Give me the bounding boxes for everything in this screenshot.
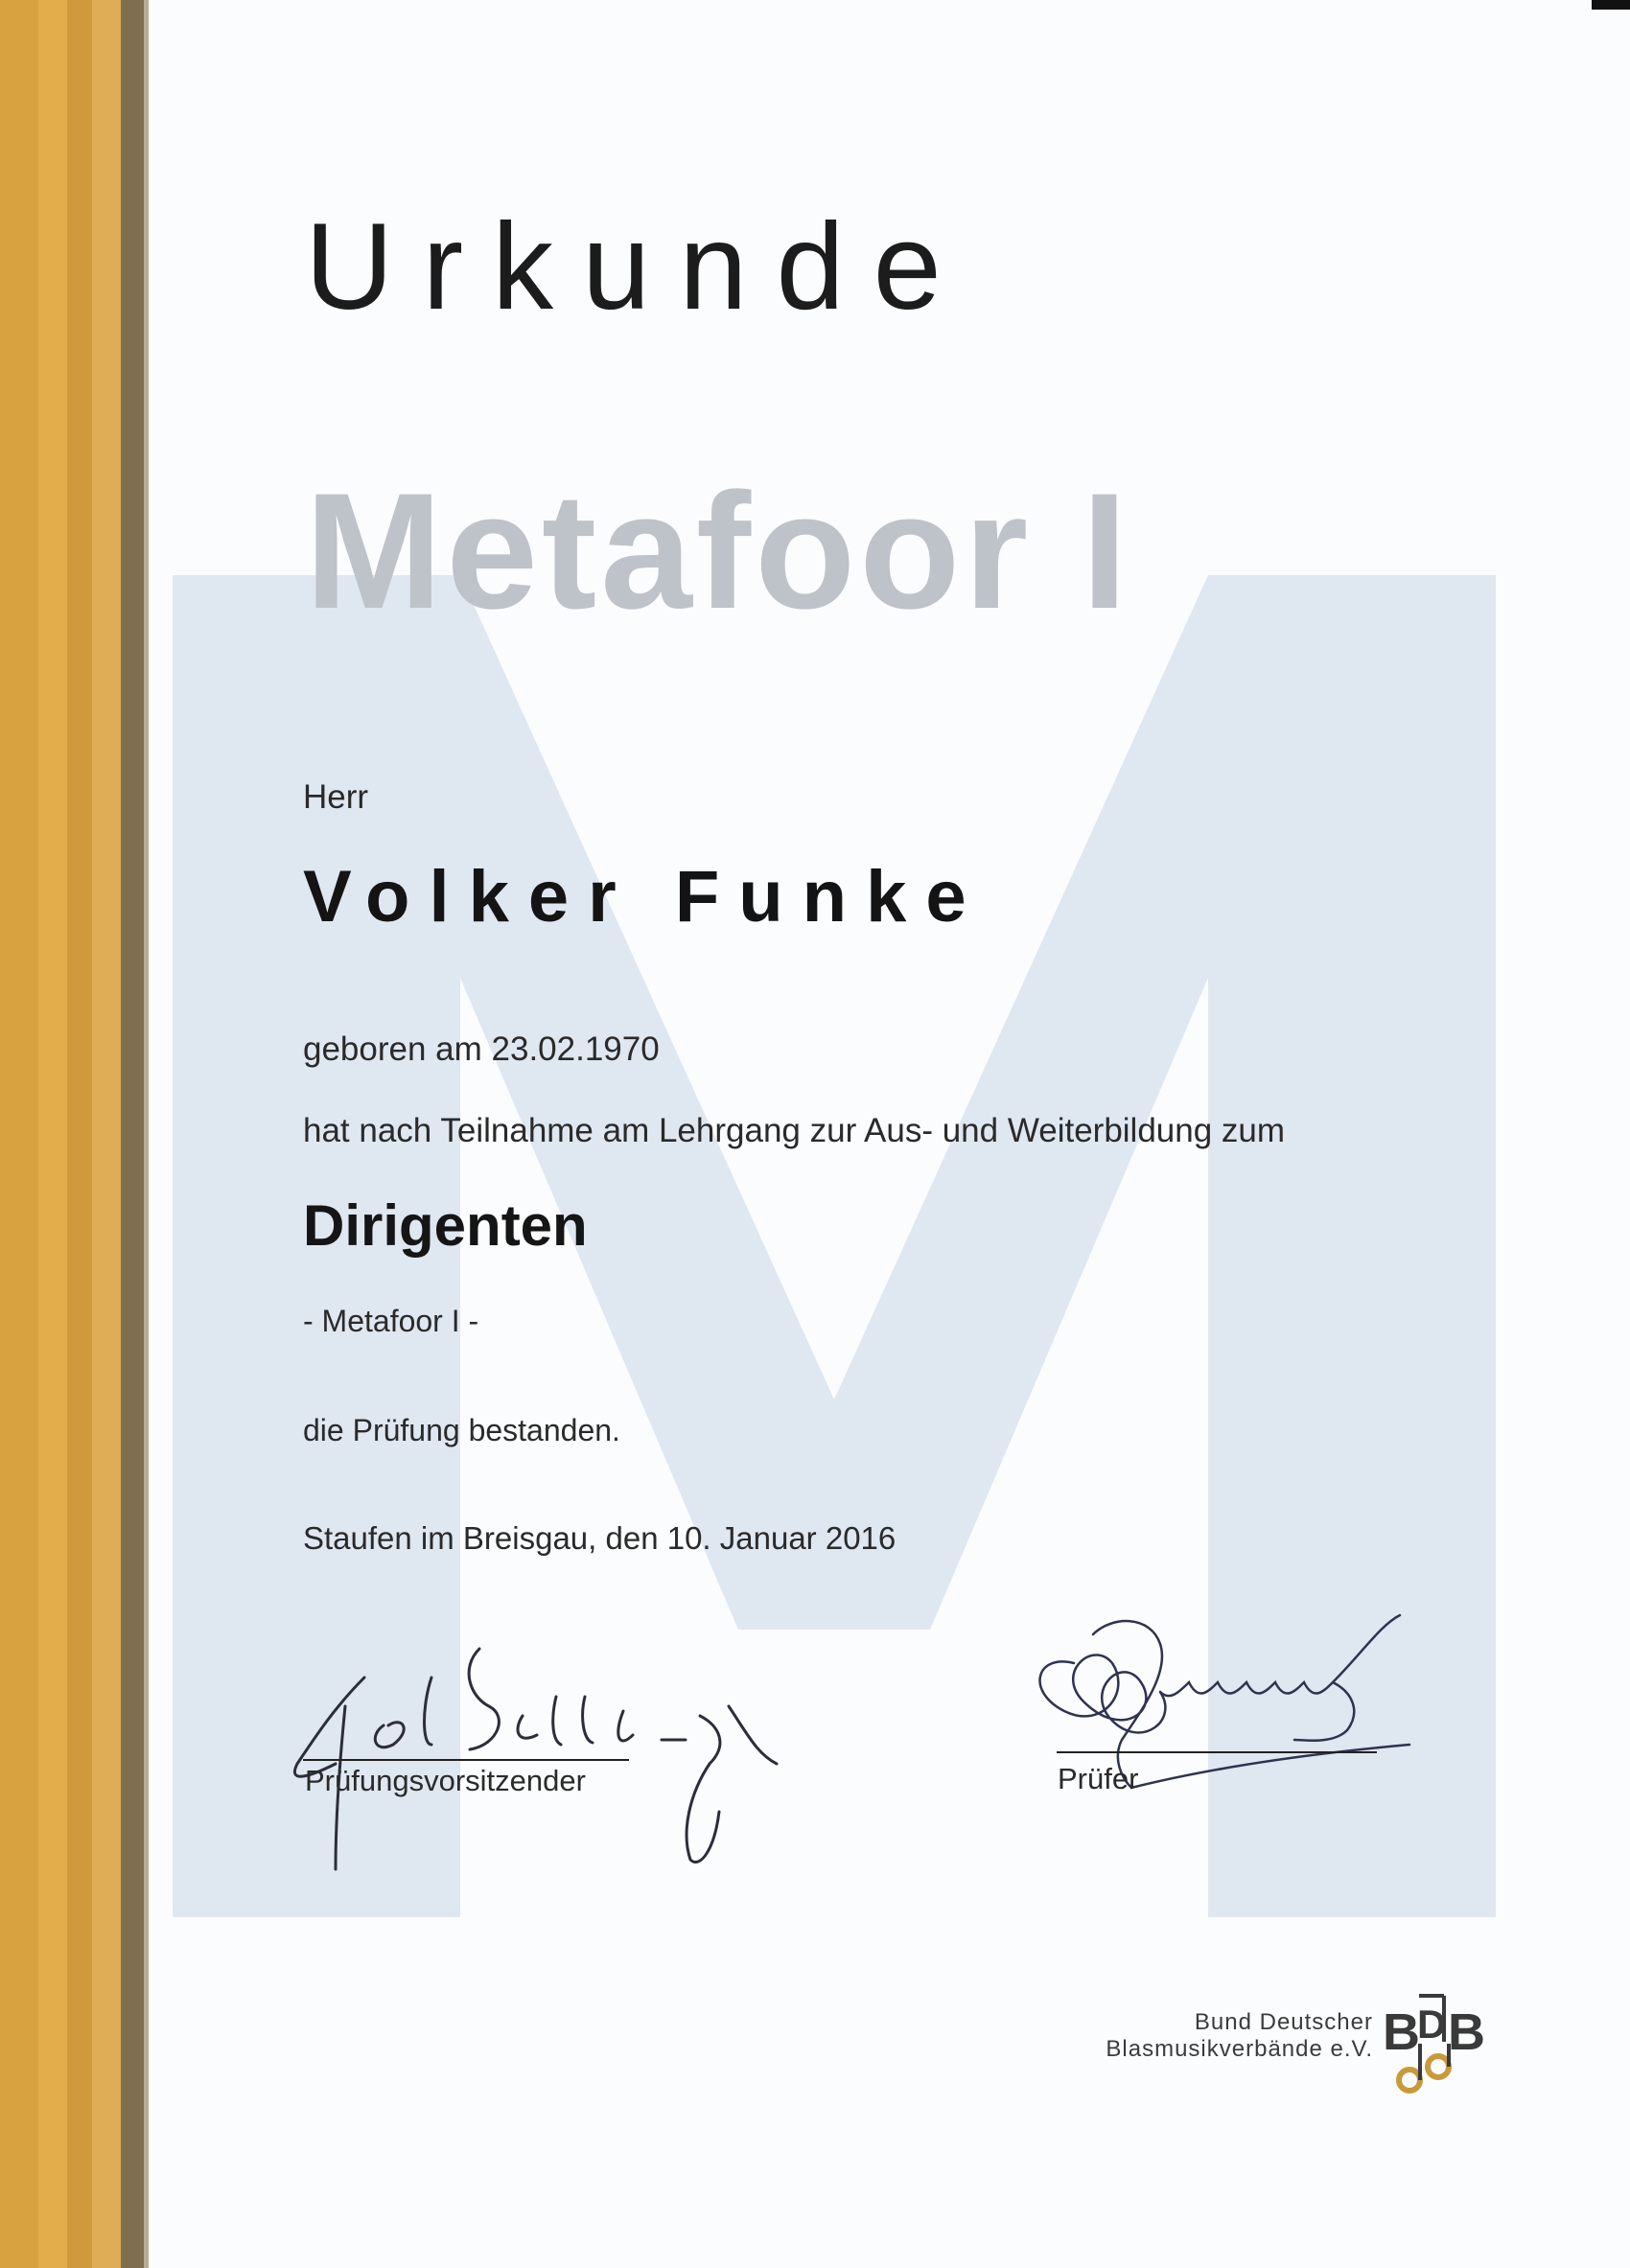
left-gold-stripe-3 xyxy=(67,0,92,2268)
scan-corner-mark xyxy=(1592,0,1630,10)
svg-text:D: D xyxy=(1417,2002,1447,2047)
svg-text:B: B xyxy=(1448,2003,1485,2061)
left-dark-stripe xyxy=(121,0,144,2268)
chair-signature xyxy=(278,1620,853,1879)
left-thin-stripe xyxy=(144,0,149,2268)
course-title-watermark: Metafoor I xyxy=(305,459,1131,643)
bdb-logo-icon xyxy=(1381,1984,1486,2099)
svg-text:B: B xyxy=(1383,2003,1420,2061)
course-subtitle: - Metafoor I - xyxy=(303,1304,479,1338)
left-gold-stripe-2 xyxy=(38,0,67,2268)
exam-passed-statement: die Prüfung bestanden. xyxy=(303,1413,620,1447)
chair-signature-line xyxy=(303,1759,629,1761)
qualification-title: Dirigenten xyxy=(303,1193,588,1258)
left-gold-stripe-4 xyxy=(92,0,121,2268)
certificate-title: Urkunde xyxy=(305,198,970,336)
birth-date: geboren am 23.02.1970 xyxy=(303,1030,660,1068)
examiner-label: Prüfer xyxy=(1058,1762,1139,1795)
organization-name-line2: Blasmusikverbände e.V. xyxy=(1106,2036,1373,2062)
recipient-name: Volker Funke xyxy=(303,856,986,937)
organization-name-line1: Bund Deutscher xyxy=(1194,2009,1373,2035)
examiner-signature-line xyxy=(1057,1751,1377,1753)
course-statement: hat nach Teilnahme am Lehrgang zur Aus- und Weiterbildung zum xyxy=(303,1112,1286,1149)
left-gold-stripe xyxy=(0,0,38,2268)
chair-label: Prüfungsvorsitzender xyxy=(305,1764,586,1797)
salutation: Herr xyxy=(303,778,369,816)
place-and-date: Staufen im Breisgau, den 10. Januar 2016 xyxy=(303,1520,896,1556)
